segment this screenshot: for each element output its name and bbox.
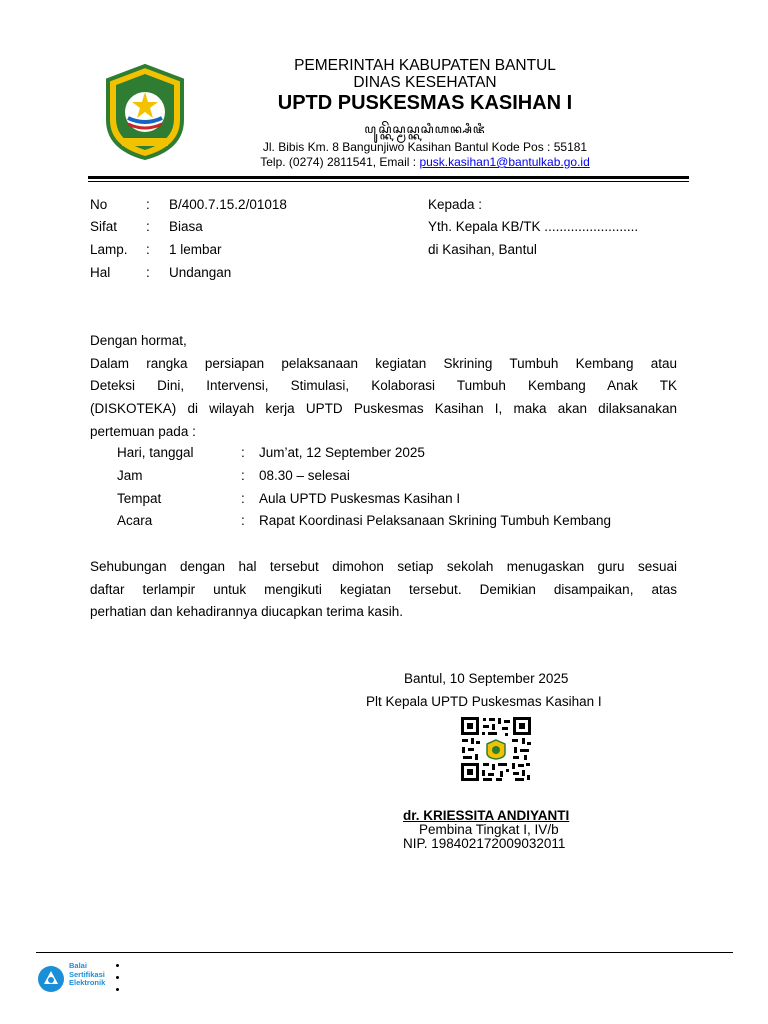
recipient-name: Yth. Kepala KB/TK ......................... (428, 219, 639, 234)
meta-colon: : (146, 219, 150, 234)
signer-nip: NIP. 198402172009032011 (403, 836, 566, 851)
meta-label: Sifat (90, 219, 118, 234)
email-link[interactable]: pusk.kasihan1@bantulkab.go.id (419, 155, 590, 169)
para1-line: (DISKOTEKA) di wilayah kerja UPTD Puskesmas Kasihan I, maka akan dilaksanakan (90, 401, 677, 417)
letterhead-javanese-script: ꦥꦸꦱ꧀ꦏꦼꦱ꧀ꦩꦱ꧀ꦏꦱꦶꦲꦤ꧀ꦱꦶꦗꦶ (364, 122, 486, 136)
detail-label: Jam (117, 468, 143, 483)
signer-name: dr. KRIESSITA ANDIYANTI (403, 808, 570, 823)
telp-text: Telp. (0274) 2811541, Email : (260, 155, 420, 169)
bsre-logo (36, 962, 136, 998)
meta-label: Lamp. (90, 242, 128, 257)
meta-label: No (90, 197, 108, 212)
signer-rank: Pembina Tingkat I, IV/b (419, 822, 559, 837)
detail-colon: : (241, 491, 245, 506)
para1-line: pertemuan pada : (90, 423, 196, 439)
bsre-text-line: Sertifikasi (69, 969, 105, 979)
recipient-label: Kepada : (428, 197, 483, 212)
bsre-text-line: Elektronik (69, 978, 106, 987)
detail-label: Hari, tanggal (117, 445, 194, 460)
bantul-logo (102, 62, 188, 162)
detail-value: Jum’at, 12 September 2025 (259, 445, 425, 460)
signer-position: Plt Kepala UPTD Puskesmas Kasihan I (366, 694, 602, 709)
detail-value: 08.30 – selesai (259, 468, 350, 483)
footer-rule (36, 952, 733, 953)
meta-value: Biasa (169, 219, 203, 234)
para1-line: Deteksi Dini, Intervensi, Stimulasi, Kolaborasi Tumbuh Kembang Anak TK (90, 378, 677, 394)
detail-colon: : (241, 445, 245, 460)
meta-colon: : (146, 197, 150, 212)
letter-body (90, 330, 677, 444)
letterhead-contact (200, 155, 650, 169)
bsre-dot (116, 964, 119, 967)
para2-line: Sehubungan dengan hal tersebut dimohon setiap sekolah menugaskan guru sesuai (90, 559, 677, 574)
letterhead-rule-thick (88, 176, 689, 179)
closing-paragraph (90, 556, 677, 624)
para2-line: daftar terlampir untuk mengikuti kegiatan tersebut. Demikian disampaikan, atas (90, 581, 677, 597)
detail-colon: : (241, 468, 245, 483)
bsre-emblem-icon (36, 964, 66, 994)
meta-colon: : (146, 242, 150, 257)
meta-value: B/400.7.15.2/01018 (169, 197, 287, 212)
greeting: Dengan hormat, (90, 333, 187, 348)
para2-line: perhatian dan kehadirannya diucapkan terima kasih. (90, 604, 403, 620)
meta-colon: : (146, 265, 150, 280)
meta-value: 1 lembar (169, 242, 222, 257)
qr-code-signature (460, 716, 532, 782)
detail-value: Aula UPTD Puskesmas Kasihan I (259, 491, 461, 506)
letterhead-rule-thin (88, 181, 689, 182)
letterhead-government: PEMERINTAH KABUPATEN BANTUL (294, 57, 556, 74)
letterhead-agency: DINAS KESEHATAN (353, 74, 497, 91)
meta-label: Hal (90, 265, 111, 280)
bsre-text-line: Balai (69, 961, 87, 970)
letterhead-office: UPTD PUSKESMAS KASIHAN I (277, 92, 573, 114)
bsre-dot (116, 976, 119, 979)
para1-line: Dalam rangka persiapan pelaksanaan kegiatan Skrining Tumbuh Kembang atau (90, 355, 677, 371)
detail-value: Rapat Koordinasi Pelaksanaan Skrining Tumbuh Kembang (259, 513, 611, 528)
detail-colon: : (241, 513, 245, 528)
bsre-dot (116, 988, 119, 991)
letterhead-address: Jl. Bibis Km. 8 Bangunjiwo Kasihan Bantul Kode Pos : 55181 (262, 140, 588, 154)
meta-value: Undangan (169, 265, 232, 280)
detail-label: Acara (117, 513, 153, 528)
detail-label: Tempat (117, 491, 162, 506)
place-date: Bantul, 10 September 2025 (404, 671, 569, 686)
recipient-location: di Kasihan, Bantul (428, 242, 537, 257)
